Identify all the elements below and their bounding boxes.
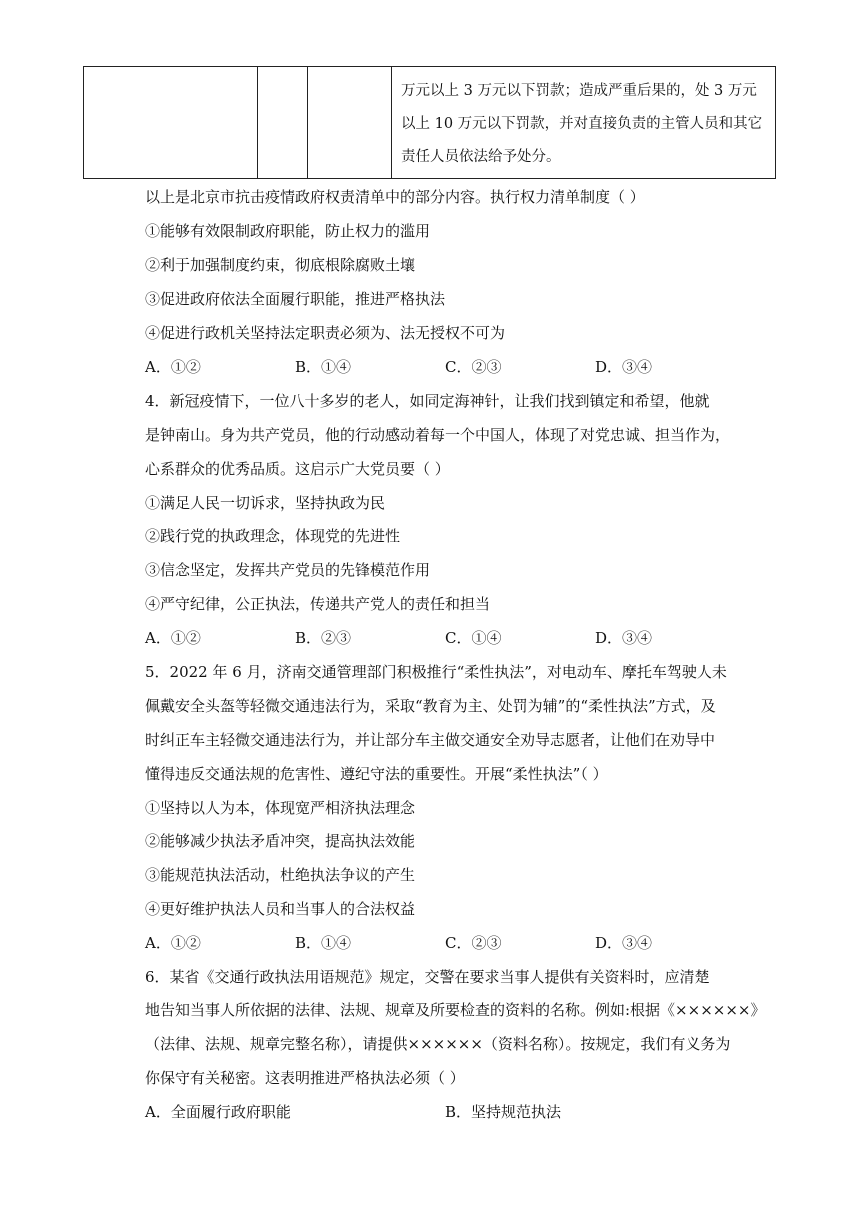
q6-stem-line: （法律、法规、规章完整名称），请提供××××××（资料名称）。按规定，我们有义务为 xyxy=(145,1035,731,1053)
q3-item-2: ②利于加强制度约束，彻底根除腐败土壤 xyxy=(145,256,416,274)
q4-stem-line: 4．新冠疫情下，一位八十多岁的老人，如同定海神针，让我们找到镇定和希望，他就 xyxy=(145,392,710,410)
penalty-line: 责任人员依法给予处分。 xyxy=(401,149,561,165)
penalty-line: 万元以上 3 万元以下罚款；造成严重后果的，处 3 万元 xyxy=(401,83,757,99)
q4-option-a[interactable]: A．①② xyxy=(145,629,201,647)
q3-option-d[interactable]: D．③④ xyxy=(595,358,653,376)
table-cell-empty-3 xyxy=(308,67,392,179)
q4-stem-line: 是钟南山。身为共产党员，他的行动感动着每一个中国人，体现了对党忠诚、担当作为， xyxy=(145,426,731,444)
q5-stem-line: 懂得违反交通法规的危害性、遵纪守法的重要性。开展“柔性执法”（ ） xyxy=(145,765,608,783)
q4-option-d[interactable]: D．③④ xyxy=(595,629,653,647)
q3-option-a[interactable]: A．①② xyxy=(145,358,201,376)
q6-stem-line: 地告知当事人所依据的法律、法规、规章及所要检查的资料的名称。例如:根据《××××××》 xyxy=(145,1001,766,1019)
q6-stem-line: 6．某省《交通行政执法用语规范》规定，交警在要求当事人提供有关资料时，应清楚 xyxy=(145,968,710,986)
q4-item-2: ②践行党的执政理念，体现党的先进性 xyxy=(145,527,401,545)
table-cell-penalty xyxy=(392,67,776,179)
q3-option-b[interactable]: B．①④ xyxy=(295,358,352,376)
q6-option-a[interactable]: A．全面履行政府职能 xyxy=(145,1103,291,1121)
q4-stem-line: 心系群众的优秀品质。这启示广大党员要（ ） xyxy=(145,460,450,478)
q5-option-b[interactable]: B．①④ xyxy=(295,934,352,952)
q4-option-c[interactable]: C．①④ xyxy=(445,629,502,647)
q5-stem-line: 佩戴安全头盔等轻微交通违法行为，采取“教育为主、处罚为辅”的“柔性执法”方式，及 xyxy=(145,697,716,715)
q3-item-3: ③促进政府依法全面履行职能，推进严格执法 xyxy=(145,290,446,308)
q3-item-4: ④促进行政机关坚持法定职责必须为、法无授权不可为 xyxy=(145,324,506,342)
q5-item-3: ③能规范执法活动，杜绝执法争议的产生 xyxy=(145,866,416,884)
q6-stem-line: 你保守有关秘密。这表明推进严格执法必须（ ） xyxy=(145,1069,465,1087)
q5-option-a[interactable]: A．①② xyxy=(145,934,201,952)
q3-item-1: ①能够有效限制政府职能，防止权力的滥用 xyxy=(145,222,431,240)
q4-item-1: ①满足人民一切诉求，坚持执政为民 xyxy=(145,494,386,512)
q4-item-4: ④严守纪律，公正执法，传递共产党人的责任和担当 xyxy=(145,595,491,613)
q5-item-4: ④更好维护执法人员和当事人的合法权益 xyxy=(145,900,416,918)
q3-option-c[interactable]: C．②③ xyxy=(445,358,502,376)
q5-item-1: ①坚持以人为本，体现宽严相济执法理念 xyxy=(145,799,416,817)
table-cell-empty-2 xyxy=(258,67,308,179)
q4-option-b[interactable]: B．②③ xyxy=(295,629,352,647)
penalty-table xyxy=(83,66,776,179)
q5-stem-line: 时纠正车主轻微交通违法行为，并让部分车主做交通安全劝导志愿者，让他们在劝导中 xyxy=(145,731,716,749)
q5-option-d[interactable]: D．③④ xyxy=(595,934,653,952)
q5-option-c[interactable]: C．②③ xyxy=(445,934,502,952)
q4-item-3: ③信念坚定，发挥共产党员的先锋模范作用 xyxy=(145,561,431,579)
q6-option-b[interactable]: B．坚持规范执法 xyxy=(445,1103,562,1121)
penalty-line: 以上 10 万元以下罚款，并对直接负责的主管人员和其它 xyxy=(401,116,763,132)
q5-item-2: ②能够减少执法矛盾冲突，提高执法效能 xyxy=(145,832,416,850)
table-cell-empty-1 xyxy=(84,67,258,179)
q3-stem: 以上是北京市抗击疫情政府权责清单中的部分内容。执行权力清单制度（ ） xyxy=(145,188,645,206)
q5-stem-line: 5．2022 年 6 月，济南交通管理部门积极推行“柔性执法”，对电动车、摩托车驾驶人未 xyxy=(145,663,727,681)
